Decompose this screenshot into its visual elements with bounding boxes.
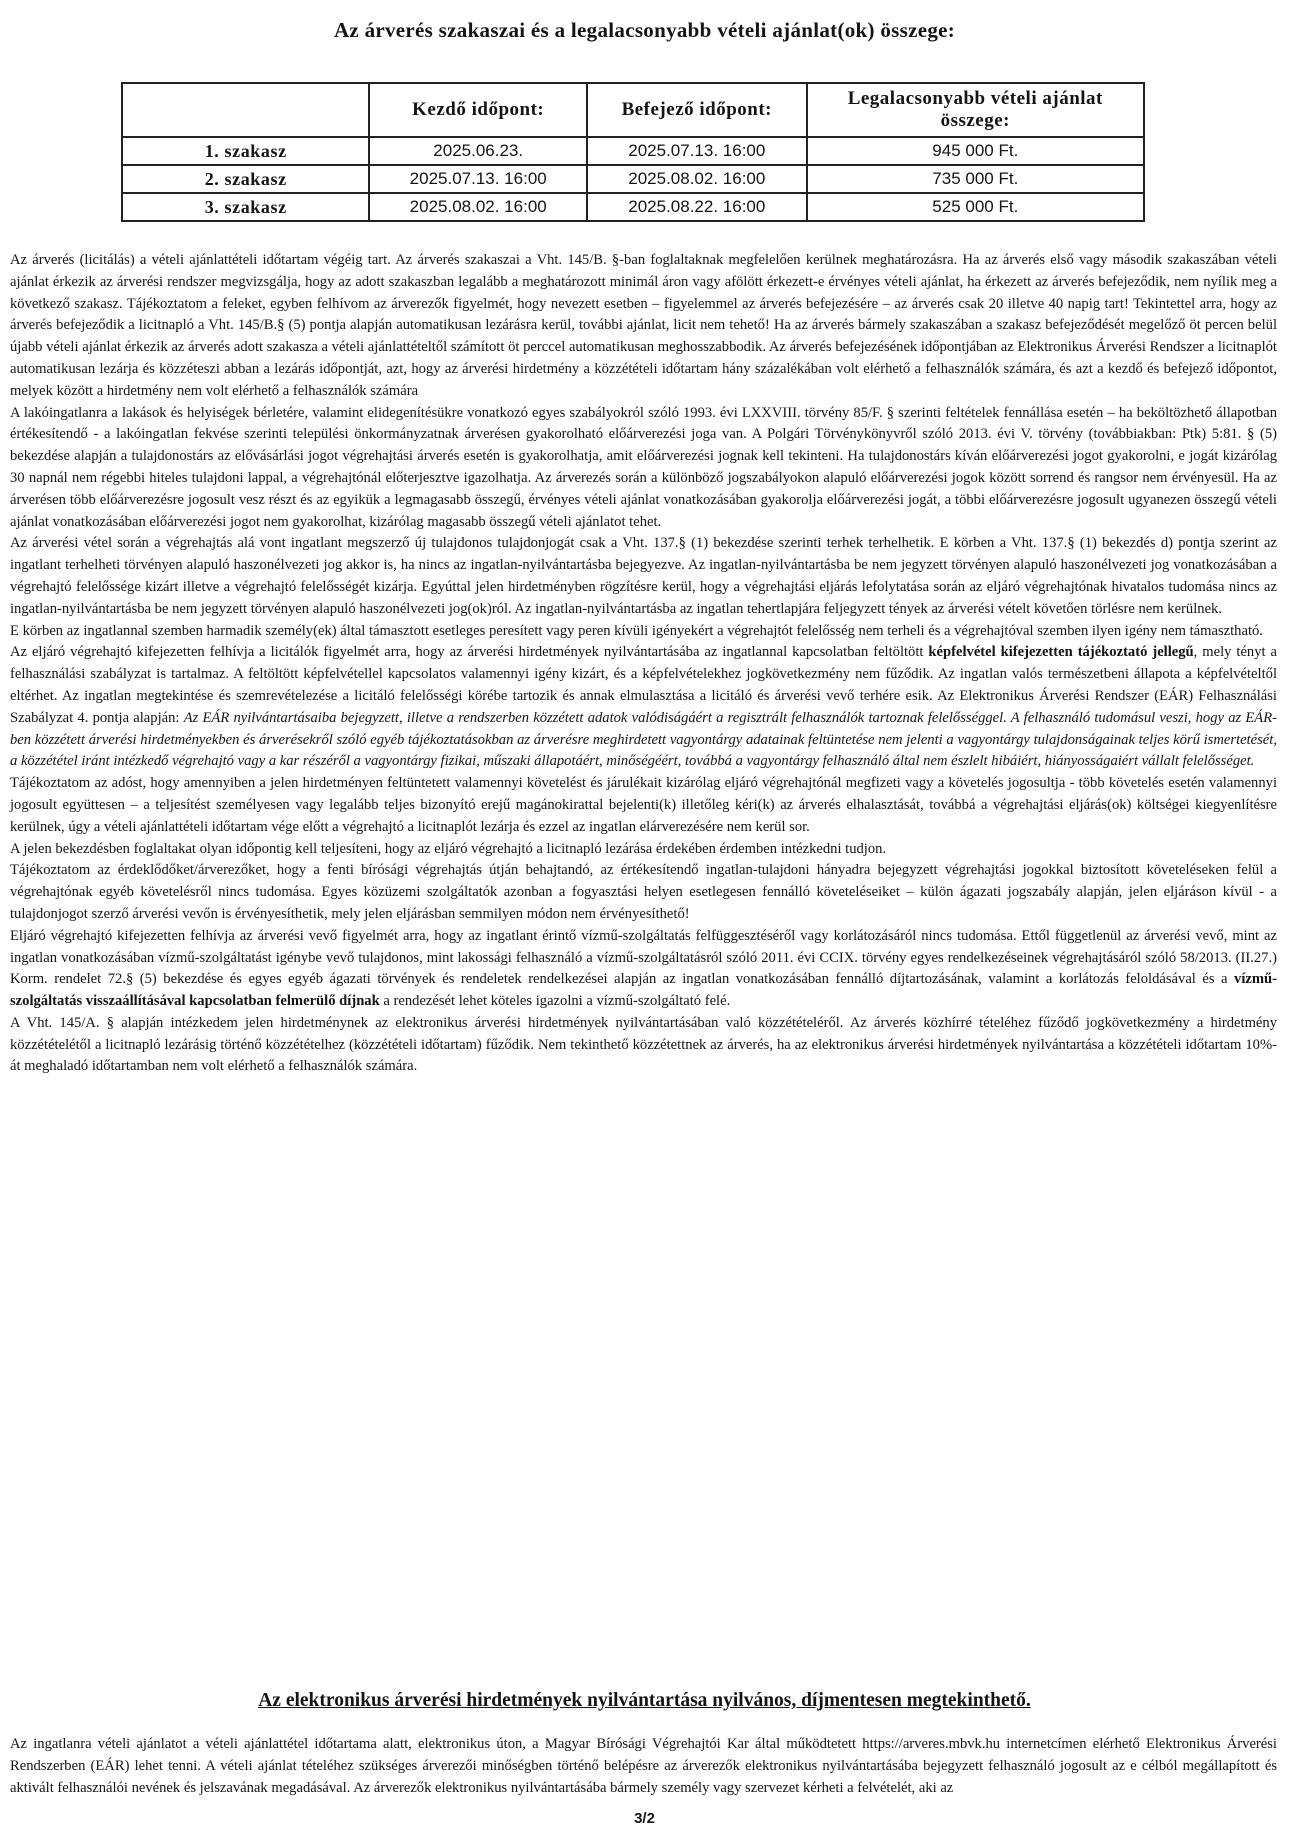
stage-start: 2025.08.02. 16:00 (369, 193, 587, 221)
stage-min-bid: 735 000 Ft. (807, 165, 1144, 193)
table-row (122, 137, 1144, 165)
paragraph-text: Eljáró végrehajtó kifejezetten felhívja az árverési vevő figyelmét arra, hogy az ingatlant érintő vízmű-szolgáltatás felfüggesztéséről vagy korlátozásáról nincs tudomása. Ettől függetlenül az árverési vevő, mint az ingatlan vonatkozásában vízmű-szolgáltatást igénybe vevő tulajdonos, mint lakossági felhasználó a vízmű-szolgáltatásról szóló 2011. évi CCIX. törvény egyes rendelkezéseinek végrehajtásáról szóló 58/2013. (II.27.) Korm. rendelet 72.§ (5) bekezdése és egyes egyéb ágazati törvények és rendeletek rendelkezései alapján az ingatlan vonatkozásában fennálló díjtartozásának, valamint a korlátozás feloldásával és a (10, 927, 1277, 988)
paragraph-pre-emption-right: A lakóingatlanra a lakások és helyiségek bérletére, valamint elidegenítésükre vonatkozó egyes szabályokról szóló 1993. évi LXXVIII. törvény 85/F. § szerinti feltételek fennállása esetén – ha beköltözhető állapotban értékesítendő - a lakóingatlan fekvése szerinti települési önkormányzatnak árverésen gyakorolható előárverezési joga van. A Polgári Törvénykönyvről szóló 2013. évi V. törvény (továbbiakban: Ptk) 5:81. § (5) bekezdése alapján a tulajdonostárs az elővásárlási jogot végrehajtási árverés esetén is gyakorolhatja, amit előárverezési jognak kell tekinteni. Ha tulajdonostárs kíván előárverezési jogot gyakorolni, e jogát kizárólag 30 napnál nem régebbi hiteles tulajdoni lappal, a végrehajtónál előterjesztve igazolhatja. Az árverezés során a különböző jogszabályokon alapuló előárverezési jogok között sorrend és rangsor nem érvényesül. Ha az árverésen több előárverezésre jogosult vesz részt és az egyikük a legmagasabb összegű, érvényes vételi ajánlat vonatkozásában gyakorolja előárverezési jogát, a többi előárverezésre jogosult ugyanezen összegű vételi ajánlat vonatkozásában előárverezési jogot nem gyakorolhat, kizárólag magasabb összegű vételi ajánlatot tehet. (10, 404, 1277, 530)
table-header-min-bid: Legalacsonyabb vételi ajánlat összege: (807, 83, 1144, 137)
page-number: 3/2 (634, 1810, 655, 1827)
stage-label: 3. szakasz (122, 193, 369, 221)
stage-min-bid: 945 000 Ft. (807, 137, 1144, 165)
registry-heading: Az elektronikus árverési hirdetmények nyilvántartása nyilvános, díjmentesen megtekinthető. (258, 1690, 1031, 1711)
paragraph-publication: A Vht. 145/A. § alapján intézkedem jelen hirdetménynek az elektronikus árverési hirdetmények nyilvántartásában való közzétételéről. Az árverés közhírré tételéhez fűződő jogkövetkezmény a hirdetmény közzétételétől a licitnapló lezárásig történő közzétételhez (közzétételi időtartam) fűződik. Nem tekinthető közzétettnek az árverés, ha az elektronikus árverési hirdetmények nyilvántartása a közzétételi időtartam 10%-át meghaladó időtartamban nem volt elérhető a felhasználók számára. (10, 1014, 1277, 1075)
paragraph-text: a rendezését lehet köteles igazolni a vízmű-szolgáltató felé. (379, 993, 731, 1010)
bold-text: képfelvétel kifejezetten tájékoztató jellegű (928, 644, 1194, 661)
stage-start: 2025.07.13. 16:00 (369, 165, 587, 193)
table-header-start: Kezdő időpont: (369, 83, 587, 137)
paragraph-debtor-notice: Tájékoztatom az adóst, hogy amennyiben a jelen hirdetményen feltüntetett valamennyi követelést és járulékait kizárólag eljáró végrehajtónál megfizeti vagy a követelés jogosultja - több követelés esetén valamennyi jogosult együttesen – a teljesítést személyesen vagy legalább teljes bizonyító erejű magánokirattal bejelenti(k) illetőleg kéri(k) az árverés elhalasztását, továbbá a végrehajtási eljárás(ok) költségei kiegyenlítésre kerülnek, úgy a vételi ajánlattételi időtartam vége előtt a végrehajtó a licitnaplót lezárja és ezzel az ingatlan elárverezésére nem kerül sor. (10, 775, 1277, 835)
paragraph-text: Az eljáró végrehajtó kifejezetten felhívja a licitálók figyelmét arra, hogy az árverési hirdetmények nyilvántartásába az ingatlannal kapcsolatban feltöltött (10, 644, 929, 661)
stage-end: 2025.07.13. 16:00 (587, 137, 807, 165)
stage-start: 2025.06.23. (369, 137, 587, 165)
auction-stages-table (121, 82, 1145, 222)
stage-end: 2025.08.22. 16:00 (587, 193, 807, 221)
paragraph-auction-duration: Az árverés (licitálás) a vételi ajánlattételi időtartam végéig tart. Az árverés szakaszai a Vht. 145/B. §-ban foglaltaknak megfelelően kerülnek meghatározásra. Ha az árverés első vagy második szakaszában vételi ajánlat érkezik az árverési rendszer megvizsgálja, hogy az adott szakaszban legalább a meghatározott minimál áron vagy afölött érkezett-e érvényes vételi ajánlat, ha érkezett az árverés befejeződik, nem nyílik meg a következő szakasz. Tájékoztatom a feleket, egyben felhívom az árverezők figyelmét, hogy nevezett esetben – figyelemmel az árverés befejezésére – az árverés csak 20 illetve 40 napig tart! Tekintettel arra, hogy az árverés befejeződik a licitnapló a Vht. 145/B.§ (5) pontja alapján automatikusan lezárásra kerül, további ajánlat, licit nem tehető! Ha az árverés bármely szakaszában a szakasz befejeződését megelőző öt percen belül újabb vételi ajánlat érkezik az árverés adott szakasza a vételi ajánlattételtől számított öt perccel automatikusan meghosszabbodik. Az árverés befejezésének időpontjában az Elektronikus Árverési Rendszer a licitnaplót automatikusan lezárja és közzéteszi abban a lezárás időpontját, azt, hogy az árverési hirdetmény a közzétételi időtartam hány százalékában volt elérhető a felhasználók számára, és azt a kezdő és befejező időpontot, melyek között a hirdetmény nem volt elérhető a felhasználók számára (10, 252, 1277, 399)
table-row (122, 193, 1144, 221)
paragraph-images-disclaimer (10, 642, 1277, 773)
stage-label: 2. szakasz (122, 165, 369, 193)
table-header-row (122, 83, 1144, 137)
paragraph-third-party-claims: E körben az ingatlannal szemben harmadik személy(ek) által támasztott esetleges peresített vagy peren kívüli igényekért a végrehajtót felelősség nem terheli és a végrehajtóval szemben ilyen igény nem támasztható. (10, 622, 1263, 639)
paragraph-encumbrances: Az árverési vétel során a végrehajtás alá vont ingatlant megszerző új tulajdonos tulajdonjogát csak a Vht. 137.§ (1) bekezdése szerinti terhek terhelhetik. E körben a Vht. 137.§ (1) bekezdés d) pontja szerint az ingatlant terhelheti törvényen alapuló haszonélvezeti jog akkor is, ha nincs az ingatlan-nyilvántartásba bejegyezve. Az ingatlan-nyilvántartásba be nem jegyzett törvényen alapuló haszonélvezeti jog vonatkozásában a végrehajtó felelőssége kizárt illetve a végrehajtó felelősségét kizárja. Egyúttal jelen hirdetményben rögzítésre kerül, hogy a végrehajtási eljárás lefolytatása során az eljáró végrehajtónak hivatalos tudomása nincs az ingatlan-nyilvántartásba be nem jegyzett törvényen alapuló haszonélvezeti jog(ok)ról. Az ingatlan-nyilvántartásba az ingatlan tehertlapjára feljegyzett tények az árverési vételt követően törlésre nem kerülnek. (10, 535, 1277, 617)
page-title: Az árverés szakaszai és a legalacsonyabb vételi ajánlat(ok) összege: (333, 18, 956, 42)
table-header-end: Befejező időpont: (587, 83, 807, 137)
paragraph-water-service (10, 926, 1277, 1013)
table-row (122, 165, 1144, 193)
italic-quote: Az EÁR nyilvántartásaiba bejegyzett, illetve a rendszerben közzétett adatok valódiságáért a regisztrált felhasználók tartoznak felelősséggel. A felhasználó tudomásul veszi, hogy az EÁR-ben közzétett árverési hirdetményekben és árverésekről szóló egyéb tájékoztatásokban az árverésre meghirdetett vagyontárgy adatainak feltüntetése nem jelenti a vagyontárgy tulajdonságainak teljes körű ismertetését, a közzététel iránt intézkedő végrehajtó vagy a kar részéről a vagyontárgy fizikai, műszaki állapotáért, minőségéért, továbbá a vagyontárgy felhasználó által nem észlelt hibáiért, hiányosságaiért vállalt felelősséget. (10, 709, 1277, 770)
body-text (10, 250, 1277, 1078)
body-text-bottom (10, 1734, 1277, 1799)
table-header-empty (122, 83, 369, 137)
stage-end: 2025.08.02. 16:00 (587, 165, 807, 193)
stage-min-bid: 525 000 Ft. (807, 193, 1144, 221)
paragraph-bidding-online: Az ingatlanra vételi ajánlatot a vételi ajánlattétel időtartama alatt, elektronikus úton, a Magyar Bírósági Végrehajtói Kar által működtetett https://arveres.mbvk.hu internetcímen elérhető Elektronikus Árverési Rendszerben (EÁR) lehet tenni. A vételi ajánlat tételéhez szükséges árverezői minőségben történő belépésre az árverezők elektronikus nyilvántartásába bejegyzett felhasználó jogosult az e célból megállapított és aktivált felhasználói nevének és jelszavának megadásával. Az árverezők elektronikus nyilvántartásába bármely személy vagy szervezet kérheti a felvételét, aki az (10, 1736, 1277, 1796)
bold-text: vízmű-szolgáltatás visszaállításával kapcsolatban felmerülő díjnak (10, 971, 1277, 1010)
stage-label: 1. szakasz (122, 137, 369, 165)
paragraph-deadline: A jelen bekezdésben foglaltakat olyan időpontig kell teljesíteni, hogy az eljáró végrehajtó a licitnapló lezárása érdekében érdemben intézkedni tudjon. (10, 840, 887, 857)
paragraph-other-claims: Tájékoztatom az érdeklődőket/árverezőket, hogy a fenti bírósági végrehajtás útján behajtandó, az értékesítendő ingatlan-tulajdoni hányadra bejegyzett végrehajtási jogokkal biztosított követeléseken felül a végrehajtónak egyéb követelésről nincs tudomása. Egyes közüzemi szolgáltatók azonban a fogyasztási helyen esetlegesen fennálló követeléseiket – külön ágazati jogszabály alapján, jelen eljáráson kívül - a tulajdonjogot szerző árverési vevőn is érvényesíthetik, mely jelen eljárásban semmilyen módon nem érvényesíthető! (10, 862, 1277, 922)
paragraph-text: , mely tényt a felhasználási szabályzat is tartalmaz. A feltöltött képfelvétellel kapcsolatos valamennyi igény kizárt, és a képfelvételekhez jogkövetkezmény nem fűződik. Az ingatlan valós természetbeni állapota a képfelvételtől eltérhet. Az ingatlan megtekintése és szemrevételezése a licitáló felelősségi körébe tartozik és annak elmulasztása a licitáló és árverési vevő terhére esik. Az Elektronikus Árverési Rendszer (EÁR) Felhasználási Szabályzat 4. pontja alapján: (10, 644, 1277, 726)
